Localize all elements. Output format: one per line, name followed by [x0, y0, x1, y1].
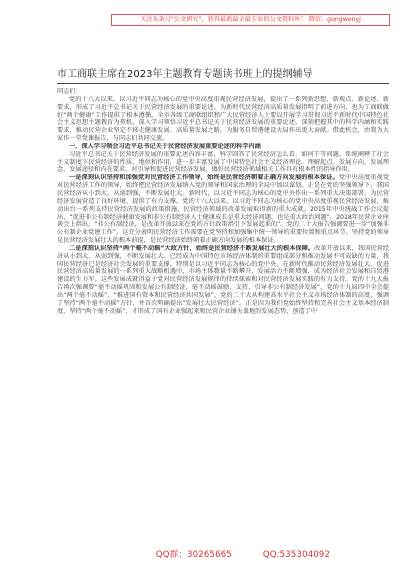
document-title: 市工商联主席在2023年主题教育专题读书班上的提纲辅导	[57, 69, 313, 80]
point-lead: 一是深刻认识坚持和加强党对民营经济工作领导，始终是民营经济朝着正确方向发展的根本保证。	[69, 174, 339, 182]
intro-paragraph: 党的十八大以来，以习近平同志为核心的党中央高度重视民营经济发展，提出了一系列新思想、新观点、新论述、新要求，形成了习近平总书记关于民营经济发展的重要论述，为新时代民营经济高质量发展指明了前进方向，也为工商联做好“两个健康”工作提供了根本遵循。全市各级工商联组织和广大民营经济人士要以开展学习贯彻习近平新时代中国特色社会主义思想主题教育为契机，深入学习领悟习近平总书记关于民营经济发展的重要论述，深刻把握其中的科学内涵和实践要求，推动民营企业坚定不移走健康发展、高质量发展之路，为服务自贸港建设大局作出更大贡献。借此机会，由我为大家作一堂党课报告，与同志们共同交流。	[57, 95, 389, 143]
salutation: 同志们：	[57, 88, 82, 95]
point-paragraph	[57, 245, 389, 357]
qq-text: QQ:535304092	[262, 550, 331, 560]
promo-banner: 关注头条号"公文研究"，获得最新最全最专业的公文资料库！ 微信：gongwenyj	[111, 14, 390, 26]
title-divider	[57, 83, 389, 84]
section-heading: 一、深入学习领会习近平总书记关于民营经济发展重要论述的科学内涵	[69, 142, 261, 150]
qq-group-text: QQ群：30265665	[155, 550, 232, 560]
point-lead: 二是深刻认识坚持“两个毫不动摇”大政方针，始终是民营经济不断发展壮大的根本保障。	[69, 244, 315, 252]
point-body: 改革开放以来，我国民营经济从小到大、从弱到强，不断发展壮大。已经成为中国特色市场经济体制的重要组成部分和推动发展不可或缺的力量，我国民营经济已是经济社会发展的重要支撑。特别是以习近平同志为核心的党中央，在新时代推动民营经济发展壮大、促进民营经济高质量发展的一系列重大战略机遇中，市场主体数量不断攀升，发展活力不断增强，成为经济社会发展和自贸港建设的生力军。这些发展成就得益于党对民营经济发展规律的持续探索和对民营经济发展实践的有力支持。党的十九大报告再次强调要“毫不动摇巩固和发展公有制经济，毫不动摇鼓励、支持、引导非公有制经济发展”，党的十九届四中全会提出“两个毫不动摇”、“推进国有资本和民营经济共同发展”，党的二十大从构建高水平社会主义市场经济体制的高度，强调了坚持“两个毫不动摇”方针，并首次明确提出“发展壮大民营经济”。正是因为我们党始终坚持和完善社会主义基本经济制度，坚持“两个毫不动摇”，才形成了国有企业强起来和民营企业铺天盖地的发展态势，创造了中	[57, 244, 389, 315]
section-paragraph: 习近平总书记关于民营经济发展的重要论述内容丰富，科学回答了民营经济怎么看、如何干等问题，系统阐释了社会主义制度下民营经济的性质、地位和作用，进一步丰富发展了中国特色社会主义经济理论。理解起点、发展方向、发展理念、发展途径和内在要求，对引导和促进民营经济发展，做好民营经济领域相关工作具有根本性的指导作用。	[57, 150, 389, 174]
point-paragraph	[57, 174, 389, 245]
point-body: 党中央高度重视党对民营经济工作的领导，始终把民营经济发展纳入党的领导和国家治理的全局中加以谋划。正是在党的坚强领导下，我国民营经济从小到大、从弱到强，不断发展壮大。新时代，以习近平同志为核心的党中央作出一系列重大决策部署，为民营经济发展营造了良好环境、提供了有力支撑。党的十八大以来，以习近平同志为核心的党中央高度重视民营经济发展，推动出台一系列支持民营经济发展的政策措施，民营经济领域的改革发展取得新的重大成就。2015年中央统战工作会议提出，“促进非公有制经济健康发展和非公有制经济人士健康成长是重大经济问题，也是重大政治问题”。2018年民营企业座谈会上指出，“非公有制经济，是改革开放以来在党的方针政策指引下发展起来的”。党的二十大报告强调要进一步“加强非公有制企业党建工作”。这充分表明民营经济工作需要在党坚持和加强集中统一领导的重要位置和重点环节。坚持党的领导是民营经济发展壮大的根本前提，是民营经济始终朝着正确方向发展的根本保证。	[57, 174, 389, 245]
document-body	[57, 88, 389, 357]
contact-footer	[118, 549, 368, 561]
